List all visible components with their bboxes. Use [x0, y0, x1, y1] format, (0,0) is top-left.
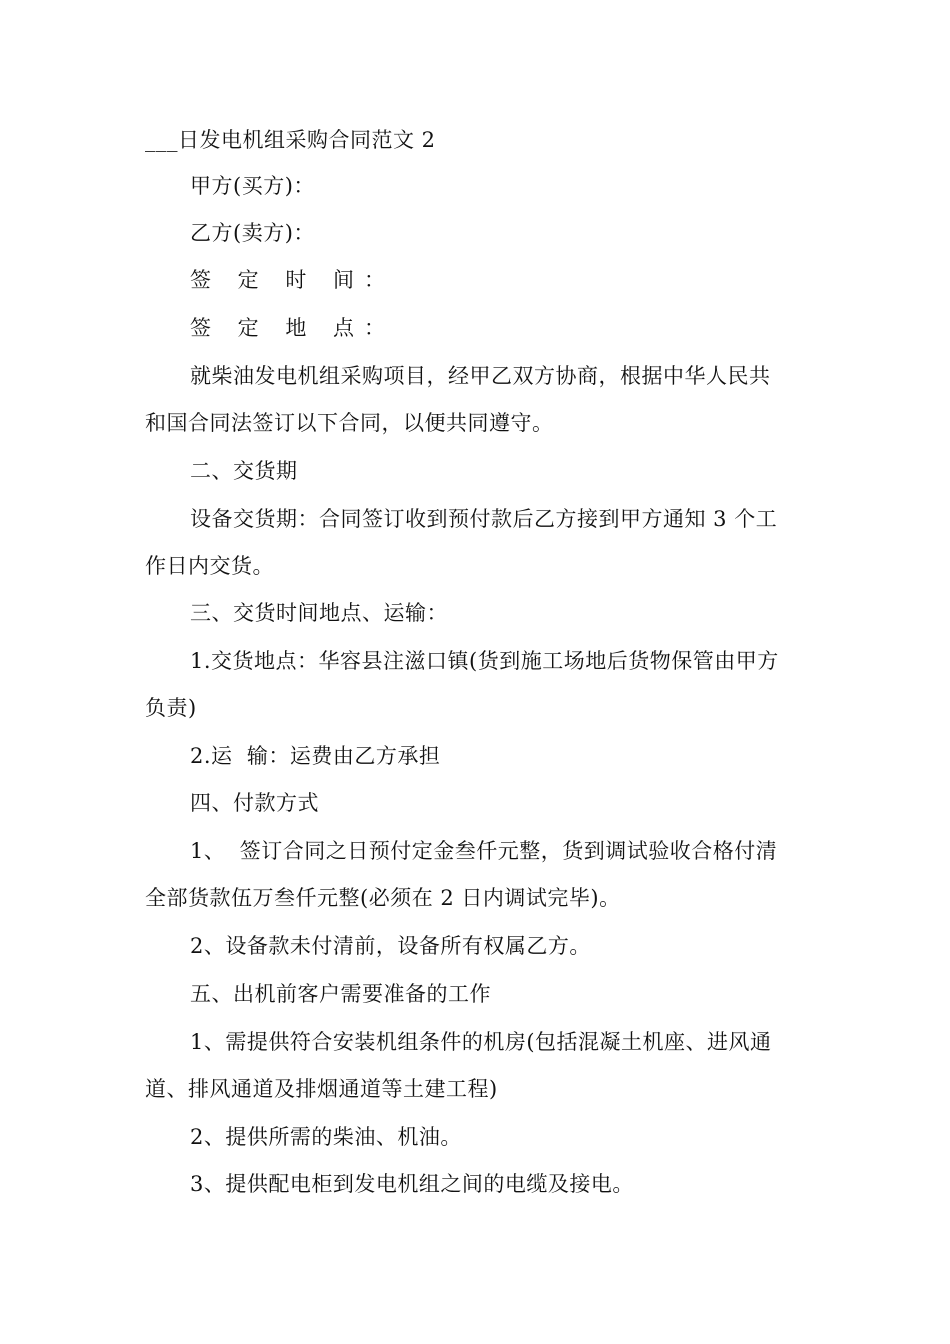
intro-paragraph-line-2: 和国合同法签订以下合同，以便共同遵守。	[145, 411, 554, 435]
delivery-period-line-1: 设备交货期：合同签订收到预付款后乙方接到甲方通知 3 个工	[190, 507, 778, 531]
preparation-line-2: 道、排风通道及排烟通道等土建工程)	[145, 1077, 498, 1101]
section-heading-preparation: 五、出机前客户需要准备的工作	[190, 982, 491, 1006]
delivery-location-line-1: 1.交货地点：华容县注滋口镇(货到施工场地后货物保管由甲方	[190, 649, 779, 673]
document-title: ___日发电机组采购合同范文 2	[145, 128, 436, 152]
delivery-period-line-2: 作日内交货。	[145, 554, 274, 578]
party-a-line: 甲方(买方)：	[190, 174, 315, 198]
preparation-line-3: 2、提供所需的柴油、机油。	[190, 1125, 462, 1149]
transport-line: 2.运 输：运费由乙方承担	[190, 744, 441, 768]
section-heading-payment: 四、付款方式	[190, 791, 319, 815]
payment-line-2: 全部货款伍万叁仟元整(必须在 2 日内调试完毕)。	[145, 886, 621, 910]
party-b-line: 乙方(卖方)：	[190, 221, 315, 245]
signing-time-line: 签 定 时 间：	[190, 268, 396, 292]
section-heading-delivery-period: 二、交货期	[190, 459, 298, 483]
preparation-line-4: 3、提供配电柜到发电机组之间的电缆及接电。	[190, 1172, 634, 1196]
signing-place-line: 签 定 地 点：	[190, 316, 396, 340]
payment-line-1: 1、 签订合同之日预付定金叁仟元整，货到调试验收合格付清	[190, 839, 778, 863]
intro-paragraph-line-1: 就柴油发电机组采购项目，经甲乙双方协商，根据中华人民共	[190, 364, 771, 388]
section-heading-delivery-location: 三、交货时间地点、运输：	[190, 601, 448, 625]
preparation-line-1: 1、需提供符合安装机组条件的机房(包括混凝土机座、进风通	[190, 1030, 772, 1054]
delivery-location-line-2: 负责)	[145, 696, 197, 720]
payment-line-3: 2、设备款未付清前，设备所有权属乙方。	[190, 934, 591, 958]
